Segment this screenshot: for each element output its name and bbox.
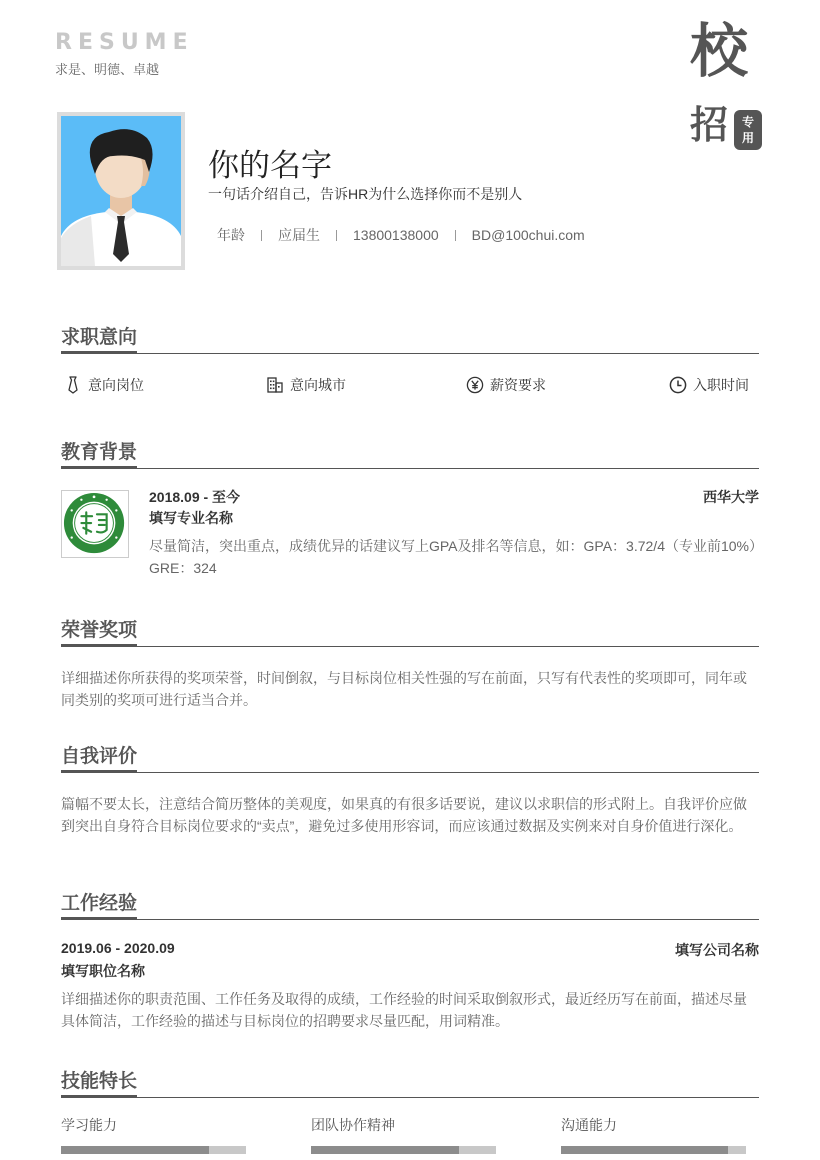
- badge-big-char: 校: [690, 17, 749, 85]
- avatar-illustration: [61, 116, 181, 266]
- section-divider: [61, 646, 759, 647]
- motto: 求是、明德、卓越: [55, 62, 160, 77]
- building-icon: [266, 376, 284, 394]
- section-title: 教育背景: [61, 437, 137, 469]
- skill-level-bar: [561, 1146, 746, 1154]
- section-divider: [61, 919, 759, 920]
- work-position: 填写职位名称: [61, 963, 145, 979]
- info-email: BD@100chui.com: [471, 227, 585, 243]
- section-title: 求职意向: [61, 322, 137, 354]
- info-phone: 13800138000: [353, 227, 439, 243]
- section-honors: [61, 615, 759, 711]
- skill-level-fill: [561, 1146, 728, 1154]
- education-period: 2018.09 - 至今: [149, 489, 241, 505]
- section-title: 技能特长: [61, 1066, 137, 1098]
- section-title: 工作经验: [61, 888, 137, 920]
- candidate-intro: 一句话介绍自己，告诉HR为什么选择你而不是别人: [208, 186, 523, 202]
- info-age: 年龄: [217, 227, 245, 243]
- section-divider: [61, 468, 759, 469]
- school-logo: [61, 490, 129, 558]
- work-description: 详细描述你的职责范围、工作任务及取得的成绩，工作经验的时间采取倒叙形式，最近经历写在前面，描述尽量具体简洁，工作经验的描述与目标岗位的招聘要求尽量匹配，用词精准。: [61, 991, 747, 1029]
- intent-city: [266, 375, 346, 395]
- skill-name: 学习能力: [61, 1117, 117, 1133]
- section-skills: [61, 1066, 759, 1098]
- basic-info-row: [208, 225, 601, 245]
- badge-tag-line-1: 专: [741, 115, 754, 129]
- intent-position: [64, 375, 144, 395]
- education-description: 尽量简洁，突出重点，成绩优异的话建议写上GPA及排名等信息，如：GPA：3.72/4（专业前10%）GRE：324: [149, 538, 756, 576]
- yen-icon: [466, 376, 484, 394]
- skill-level-bar: [311, 1146, 496, 1154]
- campus-badge: [690, 17, 770, 152]
- education-major: 填写专业名称: [149, 510, 233, 526]
- school-emblem-icon: [62, 491, 128, 557]
- section-self-evaluation: [61, 741, 759, 837]
- skill-level-bar: [61, 1146, 246, 1154]
- intent-start-date-label: 入职时间: [693, 377, 749, 393]
- section-education: [61, 437, 759, 469]
- resume-word: RESUME: [55, 30, 194, 55]
- badge-tag-line-2: 用: [741, 131, 754, 145]
- work-company: 填写公司名称: [675, 942, 759, 958]
- intent-start-date: [669, 375, 749, 395]
- skill-item: [561, 1115, 746, 1135]
- clock-icon: [669, 376, 687, 394]
- skill-name: 沟通能力: [561, 1117, 617, 1133]
- tie-icon: [64, 376, 82, 394]
- intent-city-label: 意向城市: [290, 377, 346, 393]
- candidate-name: 你的名字: [208, 148, 332, 183]
- badge-small-char: 招: [690, 102, 729, 147]
- skill-item: [311, 1115, 496, 1135]
- work-period: 2019.06 - 2020.09: [61, 940, 175, 956]
- intent-salary-label: 薪资要求: [490, 377, 546, 393]
- profile-photo: [57, 112, 185, 270]
- section-title: 荣誉奖项: [61, 615, 137, 647]
- education-entry: [149, 487, 759, 579]
- resume-header: [55, 30, 194, 78]
- intent-row: [64, 375, 754, 397]
- section-title: 自我评价: [61, 741, 137, 773]
- intent-salary: [466, 375, 546, 395]
- skill-level-fill: [311, 1146, 459, 1154]
- skill-item: [61, 1115, 246, 1135]
- section-divider: [61, 772, 759, 773]
- section-work-experience: [61, 888, 759, 1032]
- info-status: 应届生: [278, 227, 320, 243]
- education-school: 西华大学: [703, 489, 759, 505]
- self-evaluation-description: 篇幅不要太长，注意结合简历整体的美观度，如果真的有很多话要说，建议以求职信的形式附上。自我评价应做到突出自身符合目标岗位要求的“卖点”，避免过多使用形容词，而应该通过数据及实例来对自身价值进行深化。: [61, 796, 747, 834]
- badge-tag: [734, 110, 762, 150]
- intent-position-label: 意向岗位: [88, 377, 144, 393]
- skill-name: 团队协作精神: [311, 1117, 395, 1133]
- section-divider: [61, 1097, 759, 1098]
- section-divider: [61, 353, 759, 354]
- honors-description: 详细描述你所获得的奖项荣誉，时间倒叙，与目标岗位相关性强的写在前面，只写有代表性的奖项即可，同年或同类别的奖项可进行适当合并。: [61, 670, 747, 708]
- section-job-intent: [61, 322, 759, 354]
- skill-level-fill: [61, 1146, 209, 1154]
